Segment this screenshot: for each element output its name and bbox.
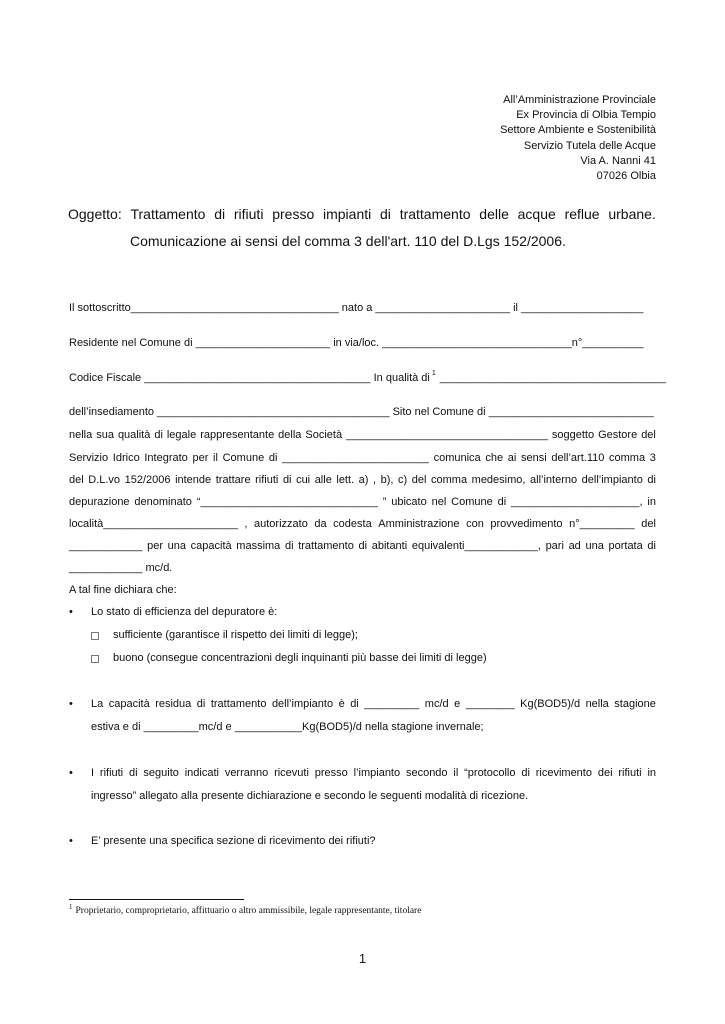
word: di <box>128 767 138 779</box>
footnote-text: Proprietario, comproprietario, affittuario o altro ammissibile, legale rappresentante, titolare <box>75 906 422 916</box>
word: residua <box>155 698 192 710</box>
word: mc/d <box>424 698 449 710</box>
word: autorizzato <box>254 518 308 530</box>
word: c) <box>398 474 408 486</box>
word: all’interno <box>530 474 578 486</box>
paragraph-line: ____________ mc/d. <box>69 562 173 574</box>
word: dell’impianto <box>271 698 334 710</box>
word: D.L.vo <box>88 474 121 486</box>
word: ricevimento <box>535 767 592 779</box>
word: a) <box>358 474 369 486</box>
word: rifiuti <box>99 767 124 779</box>
field-insediamento[interactable]: dell’insediamento ______________________________________ Sito nel Comune di ___________________________ <box>69 406 654 418</box>
bullet-icon: • <box>69 698 73 710</box>
word: di <box>647 474 656 486</box>
word: di <box>284 540 294 552</box>
word: di <box>497 496 507 508</box>
subject-line-2: Comunicazione ai sensi del comma 3 dell'art. 110 del D.Lgs 152/2006. <box>130 233 566 249</box>
subject-word: rifiuti <box>233 206 264 222</box>
field-residente[interactable]: Residente nel Comune di ______________________ in via/loc. _______________________________n°__________ <box>69 337 644 349</box>
option-buono: buono (consegue concentrazioni degli inquinanti più basse dei limiti di legge) <box>113 652 487 664</box>
word: di <box>647 540 656 552</box>
word: intende <box>175 474 212 486</box>
subject-word: di <box>214 206 226 222</box>
word: nella <box>585 698 609 710</box>
word: cui <box>296 474 311 486</box>
footnote-number: 1 <box>69 903 73 911</box>
word: con <box>466 518 484 530</box>
recipient-line: Ex Provincia di Olbia Tempio <box>516 109 656 122</box>
field-sottoscritto[interactable]: Il sottoscritto__________________________________ nato a ______________________ il ____________________ <box>69 302 644 314</box>
recipient-line: All’Amministrazione Provinciale <box>503 94 656 106</box>
word: sensi <box>521 452 547 464</box>
word: denominato <box>134 496 192 508</box>
word: una <box>167 540 186 552</box>
subject-word: trattamento <box>399 206 471 222</box>
subject-word: Trattamento <box>130 206 206 222</box>
word: ________ <box>465 698 515 710</box>
word: verranno <box>224 767 269 779</box>
word: I <box>91 767 95 779</box>
word: _____________________, <box>511 496 643 508</box>
word: _________________________________ <box>346 429 548 441</box>
word: nella <box>69 429 93 441</box>
word: indicati <box>184 767 219 779</box>
word: qualità <box>117 429 151 441</box>
word: 3 <box>649 452 656 464</box>
word: dei <box>597 767 613 779</box>
bullet-icon: • <box>69 835 73 847</box>
recipient-line: Via A. Nanni 41 <box>580 154 656 167</box>
word: rappresentante <box>200 429 275 441</box>
word: dell’art.110 <box>551 452 605 464</box>
paragraph-line <box>69 450 656 466</box>
word: ________________________ <box>282 452 429 464</box>
recipient-line: 07026 Olbia <box>596 170 656 183</box>
word: il <box>213 452 218 464</box>
word: depurazione <box>69 496 130 508</box>
word: medesimo, <box>471 474 526 486</box>
bullet-icon: • <box>69 767 73 779</box>
word: ____________ <box>69 540 143 552</box>
recipient-line: Servizio Tutela delle Acque <box>523 139 656 152</box>
bullet-rifiuti-line <box>91 765 656 781</box>
word: soggetto <box>551 429 595 441</box>
paragraph-line <box>69 494 656 510</box>
word: comma <box>431 474 468 486</box>
word: ai <box>507 452 517 464</box>
word: comma <box>609 452 646 464</box>
word: comunica <box>433 452 481 464</box>
word: Idrico <box>112 452 140 464</box>
page-number: 1 <box>358 951 367 966</box>
word: Integrato <box>144 452 188 464</box>
option-sufficiente: sufficiente (garantisce il rispetto dei limiti di legge); <box>113 629 358 641</box>
word: abitanti <box>371 540 408 552</box>
word: di <box>521 767 530 779</box>
word: seguito <box>143 767 179 779</box>
word: di <box>358 540 368 552</box>
recipient-line: Settore Ambiente e Sostenibilità <box>500 124 656 137</box>
word: ” <box>382 496 387 508</box>
word: della <box>278 429 302 441</box>
word: stagione <box>614 698 656 710</box>
word: del <box>411 474 427 486</box>
word: in <box>647 496 656 508</box>
recipient-address <box>500 93 656 184</box>
field-codice-fiscale: Codice Fiscale _____________________________________ In qualità di <box>69 372 430 384</box>
word: ad <box>568 540 581 552</box>
word: di <box>154 429 163 441</box>
word: capacità <box>108 698 150 710</box>
word: pari <box>545 540 564 552</box>
checkbox-buono[interactable] <box>91 655 99 663</box>
bullet-sezione-ricevimento: E’ presente una specifica sezione di ricevimento dei rifiuti? <box>91 835 376 847</box>
word: secondo <box>405 767 448 779</box>
word: _________ <box>364 698 420 710</box>
word: alle <box>314 474 332 486</box>
word: una <box>585 540 604 552</box>
paragraph-line <box>69 516 656 532</box>
word: presso <box>314 767 348 779</box>
word: rifiuti <box>618 767 642 779</box>
word: l’impianto <box>353 767 401 779</box>
word: Kg(BOD5)/d <box>520 698 581 710</box>
paragraph-line <box>69 538 656 554</box>
subject-word: acque <box>517 206 556 222</box>
word: il <box>453 767 459 779</box>
word: dell’impianto <box>581 474 643 486</box>
subject-heading <box>68 201 656 255</box>
field-codice-fiscale-row[interactable] <box>69 370 667 388</box>
word: legale <box>166 429 197 441</box>
word: di <box>282 474 292 486</box>
word: ubicato <box>391 496 427 508</box>
footnote <box>69 903 422 916</box>
word: massima <box>236 540 281 552</box>
word: provvedimento <box>490 518 563 530</box>
word: “protocollo <box>464 767 516 779</box>
word: per <box>147 540 163 552</box>
bullet-rifiuti-line: ingresso” allegato alla presente dichiarazione e secondo le seguenti modalità di ricezione. <box>91 790 529 802</box>
word: di <box>268 452 278 464</box>
word: Amministrazione <box>378 518 460 530</box>
word: del <box>69 474 84 486</box>
checkbox-sufficiente[interactable] <box>91 632 99 640</box>
word: trattamento <box>210 698 267 710</box>
word: in <box>647 767 656 779</box>
word: equivalenti____________, <box>411 540 541 552</box>
word: sua <box>96 429 114 441</box>
subject-word: delle <box>479 206 509 222</box>
word: rifiuti <box>255 474 279 486</box>
bullet-icon: • <box>69 606 73 618</box>
footnote-divider <box>69 899 244 900</box>
word: che <box>485 452 504 464</box>
word: Gestore <box>598 429 638 441</box>
word: La <box>91 698 104 710</box>
subject-line-1 <box>68 201 656 228</box>
word: n°_________ <box>569 518 635 530</box>
word: codesta <box>333 518 372 530</box>
paragraph-line <box>69 427 656 443</box>
word: 152/2006 <box>124 474 171 486</box>
word: “_____________________________ <box>196 496 378 508</box>
word: b), <box>380 474 394 486</box>
word: Società <box>305 429 343 441</box>
subject-word: reflue <box>564 206 600 222</box>
paragraph-line <box>69 472 656 488</box>
word: del <box>641 429 656 441</box>
word: lett. <box>336 474 355 486</box>
bullet-capacita-line[interactable]: estiva e di _________mc/d e ___________Kg(BOD5)/d nella stagione invernale; <box>91 721 484 733</box>
word: nel <box>431 496 447 508</box>
declaration-intro: A tal fine dichiara che: <box>69 584 177 596</box>
word: , <box>244 518 248 530</box>
word: e <box>454 698 461 710</box>
word: località______________________ <box>69 518 238 530</box>
word: Comune <box>451 496 493 508</box>
subject-word: urbane. <box>608 206 656 222</box>
subject-word: impianti <box>323 206 372 222</box>
word: capacità <box>190 540 232 552</box>
footnote-reference: 1 <box>431 370 436 377</box>
word: , <box>373 474 377 486</box>
word: portata <box>608 540 643 552</box>
word: di <box>350 698 359 710</box>
bullet-efficienza: Lo stato di efficienza del depuratore è: <box>91 606 278 618</box>
word: da <box>314 518 327 530</box>
word: per <box>192 452 209 464</box>
bullet-capacita-line[interactable] <box>91 696 656 712</box>
word: Servizio <box>69 452 109 464</box>
field-qualita-blank: _____________________________________ <box>439 372 667 384</box>
word: ricevuti <box>274 767 309 779</box>
subject-word: di <box>380 206 391 222</box>
word: del <box>641 518 656 530</box>
word: Comune <box>222 452 265 464</box>
word: di <box>196 698 206 710</box>
word: trattare <box>215 474 251 486</box>
subject-word: Oggetto: <box>68 206 122 222</box>
subject-word: presso <box>272 206 315 222</box>
word: è <box>338 698 345 710</box>
word: trattamento <box>298 540 354 552</box>
